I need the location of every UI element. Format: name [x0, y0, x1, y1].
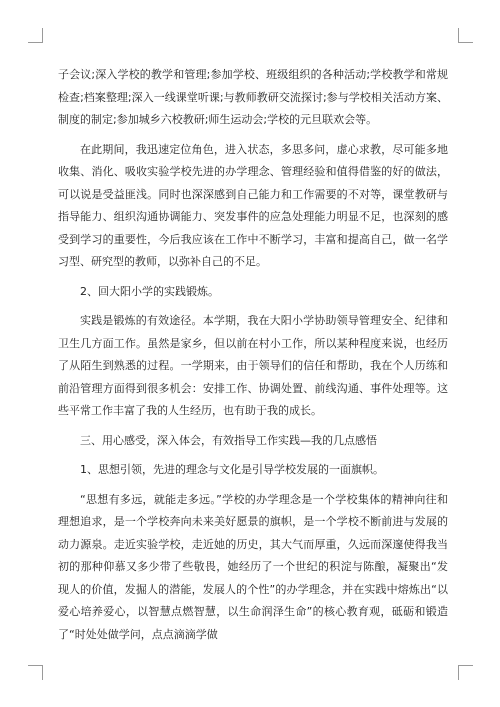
document-body [58, 64, 448, 653]
crop-mark-top-right [458, 28, 473, 43]
crop-mark-bottom-right [458, 665, 473, 680]
paragraph-practice: 实践是锻炼的有效途径。本学期，我在大阳小学协助领导管理安全、纪律和卫生几方面工作。虽然是家乡，但以前在村小工作，所以某种程度来说，也经历了从陌生到熟悉的过程。一学期来，由于领导们的信任和帮助，我在个人历练和前沿管理方面得到很多机会：安排工作、协调处置、前线沟通、事件处理等。这些平常工作丰富了我的人生经历，也有助于我的成长。 [58, 314, 448, 417]
paragraph-activities-list: 子会议;深入学校的教学和管理;参加学校、班级组织的各种活动;学校教学和常规检查;档案整理;深入一线课堂听课;与教师教研交流探讨;参与学校相关活动方案、制度的制定;参加城乡六校教研;师生运动会;学校的元旦联欢会等。 [58, 68, 448, 126]
crop-mark-top-left [28, 28, 43, 43]
section-heading-practice: 2、回大阳小学的实践锻炼。 [80, 284, 219, 298]
paragraph-reflection: 在此期间，我迅速定位角色，进入状态，多思多问，虚心求教，尽可能多地收集、消化、吸收实验学校先进的办学理念、管理经验和值得借鉴的好的做法，可以说是受益匪浅。同时也深深感到自己能力和工作需要的不对等，课堂教研与指导能力、组织沟通协调能力、突发事件的应急处理能力明显不足，也深刻的感受到学习的重要性，今后我应该在工作中不断学习，丰富和提高自己，做一名学习型、研究型的教师，以弥补自己的不足。 [58, 142, 448, 268]
paragraph-ideology: “思想有多远，就能走多远。”学校的办学理念是一个学校集体的精神向往和理想追求，是一个学校奔向未来美好愿景的旗帜，是一个学校不断前进与发展的动力源泉。走近实验学校，走近她的历史，其大气而厚重，久远而深邃使得我当初的那种仰慕又多少带了些敬畏，她经历了一个世纪的积淀与陈酿，凝聚出“发现人的价值，发掘人的潜能，发展人的个性”的办学理念，并在实践中熔炼出“以爱心培养爱心，以智慧点燃智慧，以生命润泽生命”的核心教育观，砥砺和锻造了“时处处做学问，点点滴滴学做 [58, 492, 448, 641]
subsection-heading-ideology: 1、思想引领，先进的理念与文化是引导学校发展的一面旗帜。 [80, 463, 384, 476]
section-heading-insights: 三、用心感受，深入体会，有效指导工作实践—我的几点感悟 [80, 433, 377, 447]
crop-mark-bottom-left [28, 665, 43, 680]
